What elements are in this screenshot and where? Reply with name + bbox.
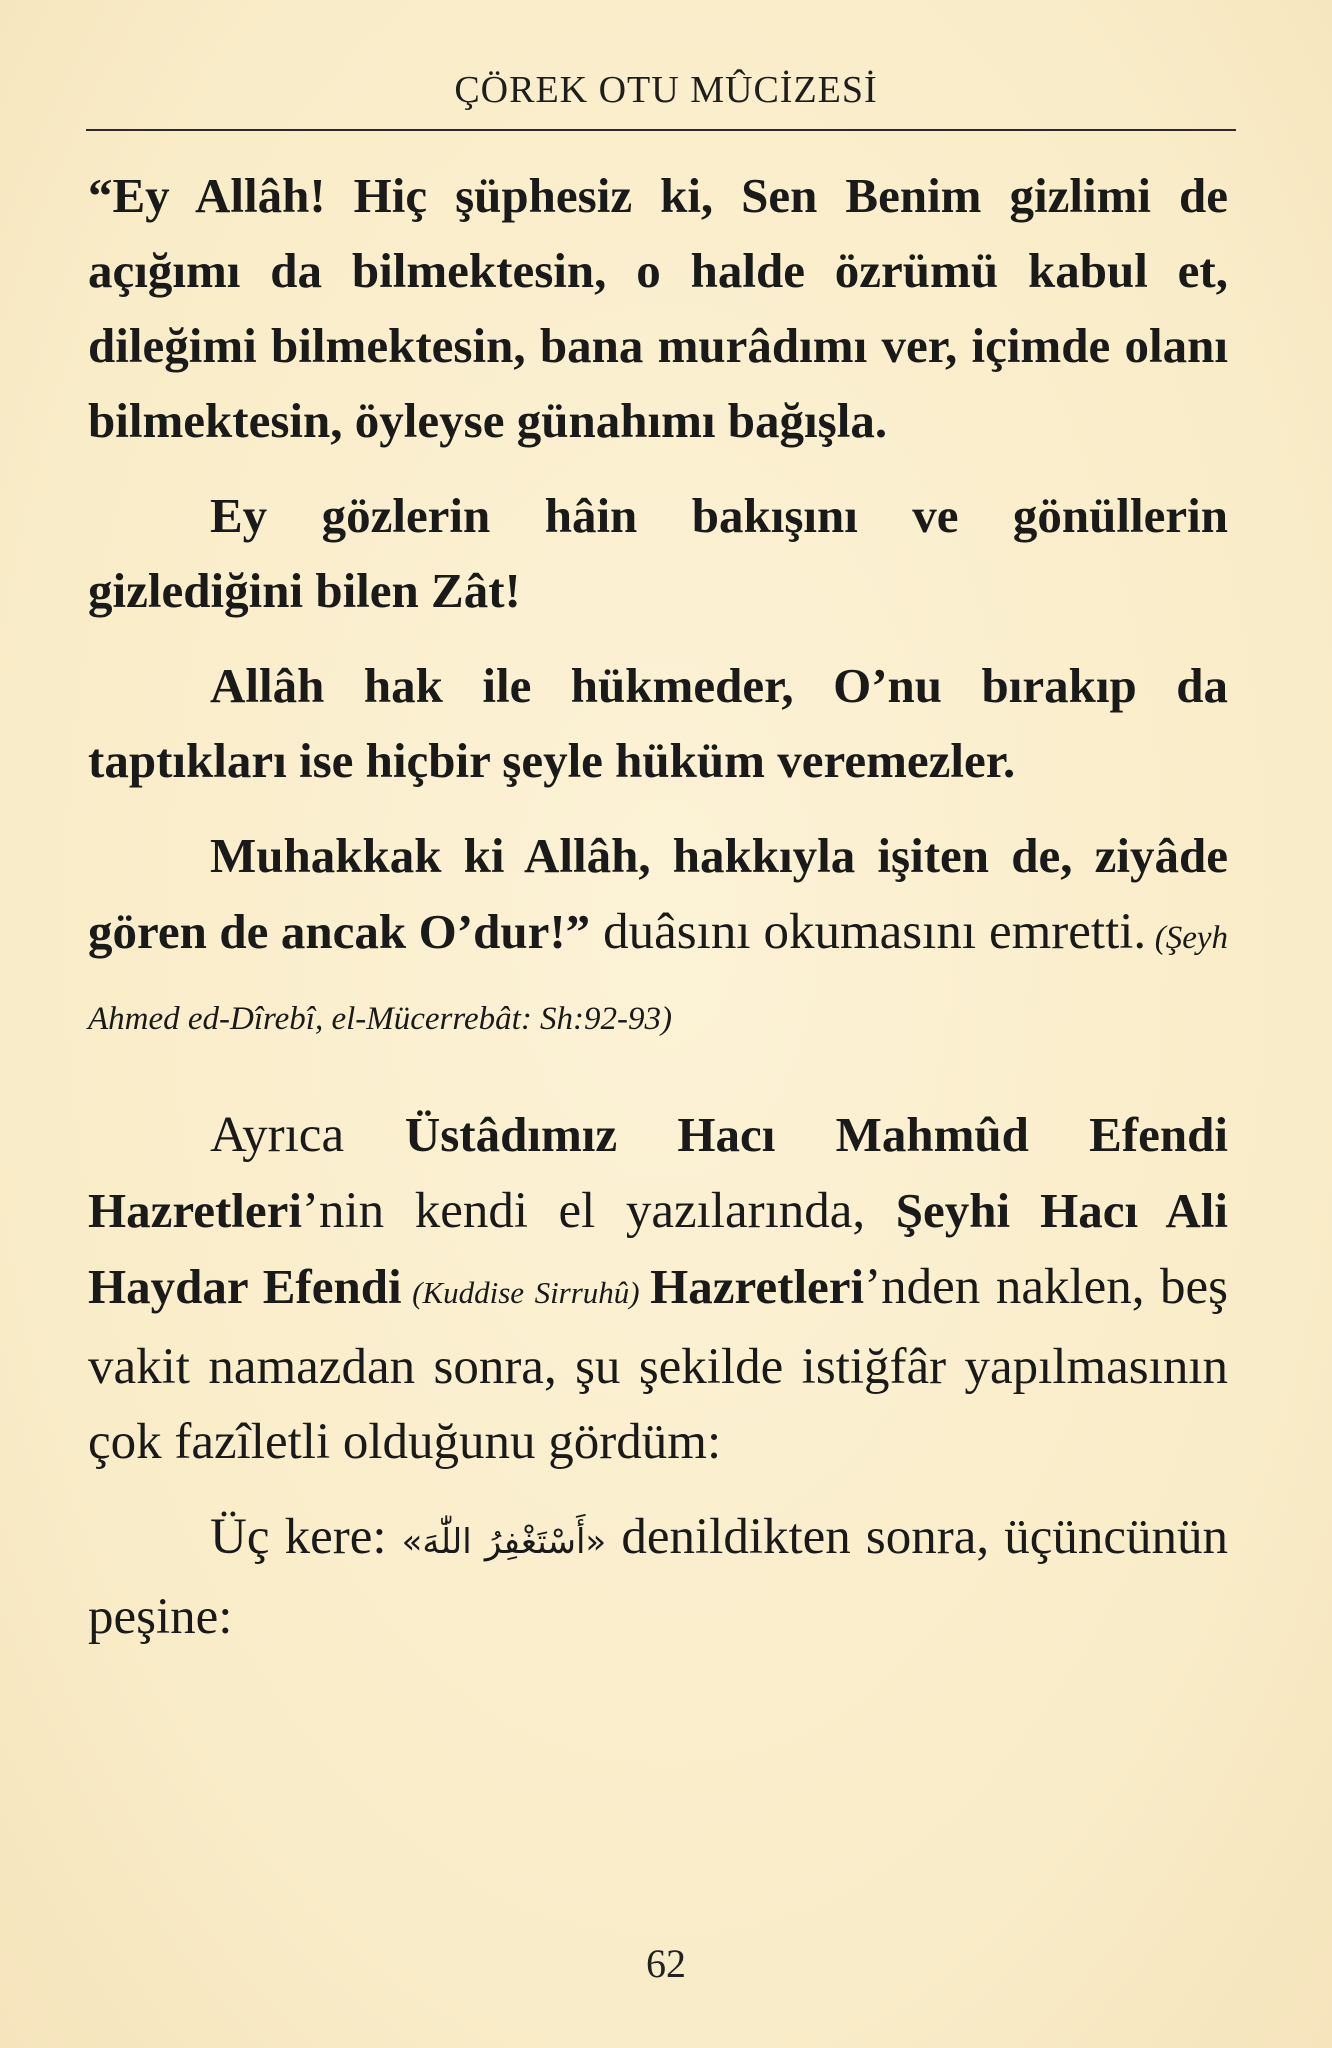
prayer-paragraph-4 bbox=[88, 818, 1228, 1057]
page-body bbox=[88, 158, 1228, 1655]
narrative-paragraph bbox=[88, 1097, 1228, 1480]
prayer-closing-text: Muhakkak ki Allâh, hakkıyla işiten de, ziyâde gören de ancak O’dur!” bbox=[88, 828, 1228, 959]
arabic-phrase: «أَسْتَغْفِرُ اللّٰهَ» bbox=[401, 1522, 607, 1562]
sheikh-name: Şeyhi Hacı Ali Haydar Efendi bbox=[88, 1183, 1228, 1314]
istighfar-paragraph bbox=[88, 1500, 1228, 1655]
prayer-paragraph-1: “Ey Allâh! Hiç şüphesiz ki, Sen Benim gizlimi de açığımı da bilmektesin, o halde özrümü kabul et, dileğimi bilmektesin, bana murâdımı ver, içimde olanı bilmektesin, öyleyse günahımı bağışla. bbox=[88, 168, 1228, 448]
instruction-text: duâsını okumasını emretti. bbox=[590, 904, 1147, 960]
prayer-paragraph-3: Allâh hak ile hükmeder, O’nu bırakıp da taptıkları ise hiçbir şeyle hüküm veremezler. bbox=[88, 658, 1228, 788]
teacher-name: Üstâdımız Hacı Mahmûd Efendi Hazretleri bbox=[88, 1107, 1228, 1238]
narrative-text-1: ’nin kendi el yazılarında, bbox=[302, 1183, 896, 1239]
page-number: 62 bbox=[646, 1941, 686, 1986]
istighfar-continuation: denildikten sonra, üçüncünün peşine: bbox=[88, 1509, 1228, 1645]
prayer-paragraph-2: Ey gözlerin hâin bakışını ve gönüllerin gizlediğini bilen Zât! bbox=[88, 488, 1228, 618]
source-citation: (Şeyh Ahmed ed-Dîrebî, el-Mücerrebât: Sh:92-93) bbox=[88, 920, 1228, 1037]
narrative-text-2: ’nden naklen, beş vakit namazdan sonra, şu şekilde istiğfâr yapılmasının çok fazîletli olduğunu gördüm: bbox=[88, 1259, 1229, 1470]
running-head-title: ÇÖREK OTU MÛCİZESİ bbox=[454, 69, 878, 111]
honorific-note: (Kuddise Sirruhû) bbox=[401, 1275, 651, 1310]
header-rule bbox=[86, 129, 1236, 131]
sheikh-title: Hazretleri bbox=[650, 1259, 865, 1314]
narrative-intro: Ayrıca bbox=[210, 1107, 405, 1163]
istighfar-intro: Üç kere: bbox=[210, 1509, 402, 1565]
